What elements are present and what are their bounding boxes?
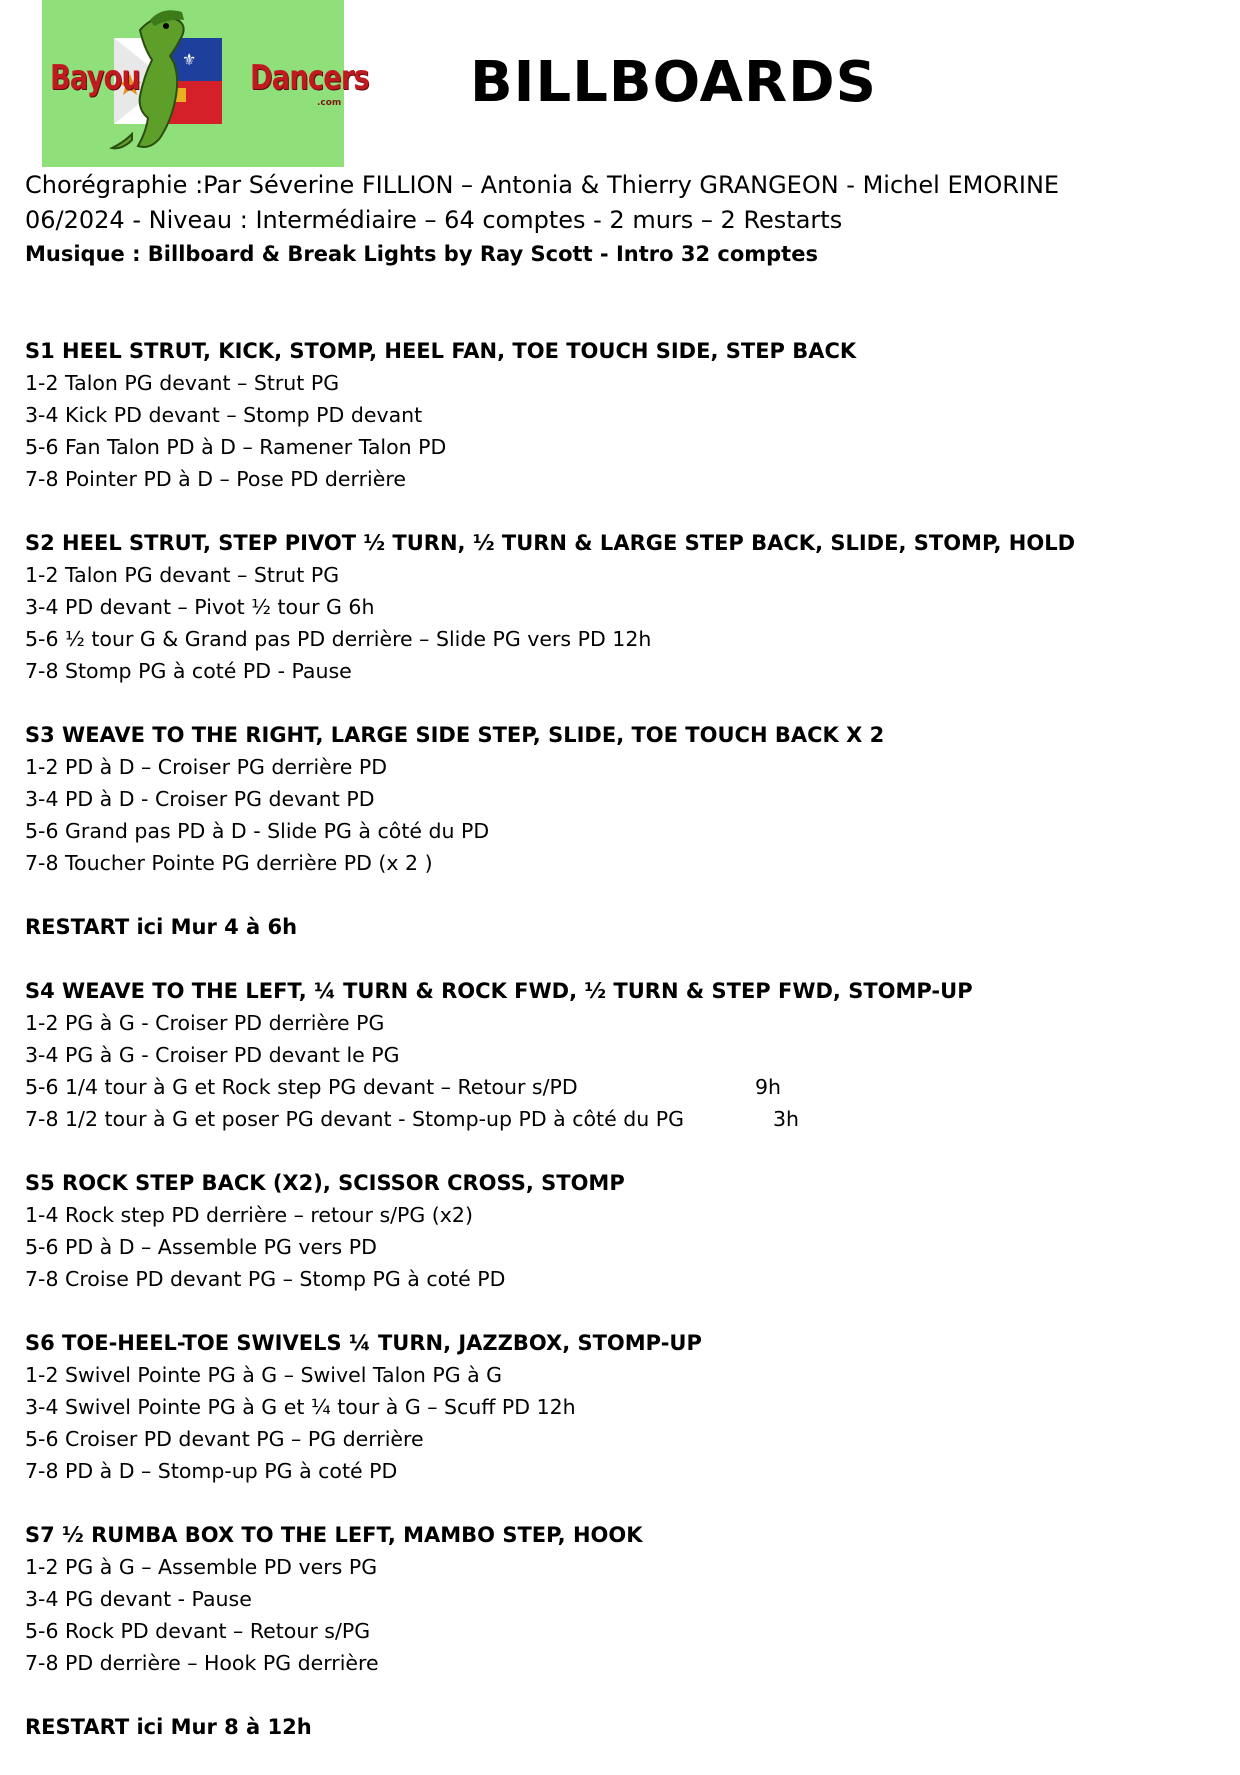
step-line — [25, 1231, 1215, 1263]
section-7 — [25, 1519, 1215, 1679]
step-line — [25, 1199, 1215, 1231]
step-text: 7-8 Pointer PD à D – Pose PD derrière — [25, 467, 406, 491]
section-title: S7 ½ RUMBA BOX TO THE LEFT, MAMBO STEP, HOOK — [25, 1523, 643, 1547]
step-line — [25, 1647, 1215, 1679]
step-text: 1-2 PG à G – Assemble PD vers PG — [25, 1555, 378, 1579]
music-line: Musique : Billboard & Break Lights by Ray Scott - Intro 32 comptes — [25, 242, 818, 266]
step-text: 3-4 PD devant – Pivot ½ tour G 6h — [25, 595, 375, 619]
step-line — [25, 367, 1215, 399]
step-line — [25, 1551, 1215, 1583]
page-title: BILLBOARDS — [470, 50, 877, 115]
step-line — [25, 1615, 1215, 1647]
section-3 — [25, 719, 1215, 879]
step-line — [25, 751, 1215, 783]
section-title: S4 WEAVE TO THE LEFT, ¼ TURN & ROCK FWD, ½ TURN & STEP FWD, STOMP-UP — [25, 979, 973, 1003]
step-line — [25, 847, 1215, 879]
step-text: 3-4 PD à D - Croiser PG devant PD — [25, 787, 375, 811]
svg-text:⚜: ⚜ — [182, 50, 197, 69]
step-text: 5-6 PD à D – Assemble PG vers PD — [25, 1235, 377, 1259]
step-sections — [25, 335, 1215, 1775]
section-4 — [25, 975, 1215, 1135]
step-line — [25, 783, 1215, 815]
step-line — [25, 1071, 1215, 1103]
logo-word-dancers: Dancers — [250, 58, 369, 98]
step-text: 5-6 ½ tour G & Grand pas PD derrière – Slide PG vers PD 12h — [25, 627, 652, 651]
step-text: 1-2 Talon PG devant – Strut PG — [25, 371, 340, 395]
step-text: 7-8 Croise PD devant PG – Stomp PG à coté PD — [25, 1267, 506, 1291]
bayou-dancers-logo — [42, 0, 369, 167]
dance-meta — [25, 168, 1059, 270]
step-text: 1-2 Swivel Pointe PG à G – Swivel Talon PG à G — [25, 1363, 503, 1387]
step-line — [25, 1103, 1215, 1135]
step-text: 1-2 PD à D – Croiser PG derrière PD — [25, 755, 388, 779]
step-text: 1-2 Talon PG devant – Strut PG — [25, 563, 340, 587]
step-line — [25, 1263, 1215, 1295]
section-title: S1 HEEL STRUT, KICK, STOMP, HEEL FAN, TOE TOUCH SIDE, STEP BACK — [25, 339, 857, 363]
section-title: S2 HEEL STRUT, STEP PIVOT ½ TURN, ½ TURN & LARGE STEP BACK, SLIDE, STOMP, HOLD — [25, 531, 1076, 555]
section-2 — [25, 527, 1215, 687]
step-line — [25, 1039, 1215, 1071]
restart-note: RESTART ici Mur 4 à 6h — [25, 915, 298, 939]
step-line — [25, 559, 1215, 591]
step-text: 7-8 PD derrière – Hook PG derrière — [25, 1651, 379, 1675]
step-text: 7-8 Toucher Pointe PG derrière PD (x 2 ) — [25, 851, 433, 875]
step-text: 5-6 Rock PD devant – Retour s/PG — [25, 1619, 371, 1643]
step-line — [25, 1583, 1215, 1615]
step-text: 7-8 1/2 tour à G et poser PG devant - Stomp-up PD à côté du PG — [25, 1107, 684, 1131]
step-line — [25, 431, 1215, 463]
step-line — [25, 1423, 1215, 1455]
section-title: S6 TOE-HEEL-TOE SWIVELS ¼ TURN, JAZZBOX, STOMP-UP — [25, 1331, 702, 1355]
section-1 — [25, 335, 1215, 495]
step-text: 1-2 PG à G - Croiser PD derrière PG — [25, 1011, 385, 1035]
step-line — [25, 623, 1215, 655]
step-line — [25, 1359, 1215, 1391]
restart-note: RESTART ici Mur 8 à 12h — [25, 1715, 312, 1739]
wall-direction: 3h — [773, 1107, 800, 1131]
step-line — [25, 399, 1215, 431]
step-line — [25, 1455, 1215, 1487]
step-text: 3-4 PG à G - Croiser PD devant le PG — [25, 1043, 400, 1067]
step-text: 5-6 1/4 tour à G et Rock step PG devant – Retour s/PD — [25, 1075, 578, 1099]
section-title: S5 ROCK STEP BACK (X2), SCISSOR CROSS, STOMP — [25, 1171, 625, 1195]
step-text: 7-8 PD à D – Stomp-up PG à coté PD — [25, 1459, 398, 1483]
logo-word-bayou: Bayou — [50, 58, 141, 98]
logo-suffix: .com — [317, 98, 342, 108]
step-line — [25, 591, 1215, 623]
step-text: 3-4 Swivel Pointe PG à G et ¼ tour à G – Scuff PD 12h — [25, 1395, 576, 1419]
wall-direction: 9h — [755, 1075, 782, 1099]
step-text: 5-6 Grand pas PD à D - Slide PG à côté du PD — [25, 819, 490, 843]
step-line — [25, 1391, 1215, 1423]
step-text: 5-6 Fan Talon PD à D – Ramener Talon PD — [25, 435, 447, 459]
step-line — [25, 815, 1215, 847]
choreography-line: Chorégraphie :Par Séverine FILLION – Antonia & Thierry GRANGEON - Michel EMORINE — [25, 171, 1060, 199]
step-line — [25, 1007, 1215, 1039]
step-text: 1-4 Rock step PD derrière – retour s/PG (x2) — [25, 1203, 473, 1227]
step-line — [25, 655, 1215, 687]
step-text: 5-6 Croiser PD devant PG – PG derrière — [25, 1427, 424, 1451]
step-text: 3-4 PG devant - Pause — [25, 1587, 252, 1611]
step-line — [25, 463, 1215, 495]
section-title: S3 WEAVE TO THE RIGHT, LARGE SIDE STEP, SLIDE, TOE TOUCH BACK X 2 — [25, 723, 885, 747]
section-6 — [25, 1327, 1215, 1487]
step-text: 3-4 Kick PD devant – Stomp PD devant — [25, 403, 423, 427]
step-text: 7-8 Stomp PG à coté PD - Pause — [25, 659, 352, 683]
section-5 — [25, 1167, 1215, 1295]
level-line: 06/2024 - Niveau : Intermédiaire – 64 comptes - 2 murs – 2 Restarts — [25, 206, 843, 234]
